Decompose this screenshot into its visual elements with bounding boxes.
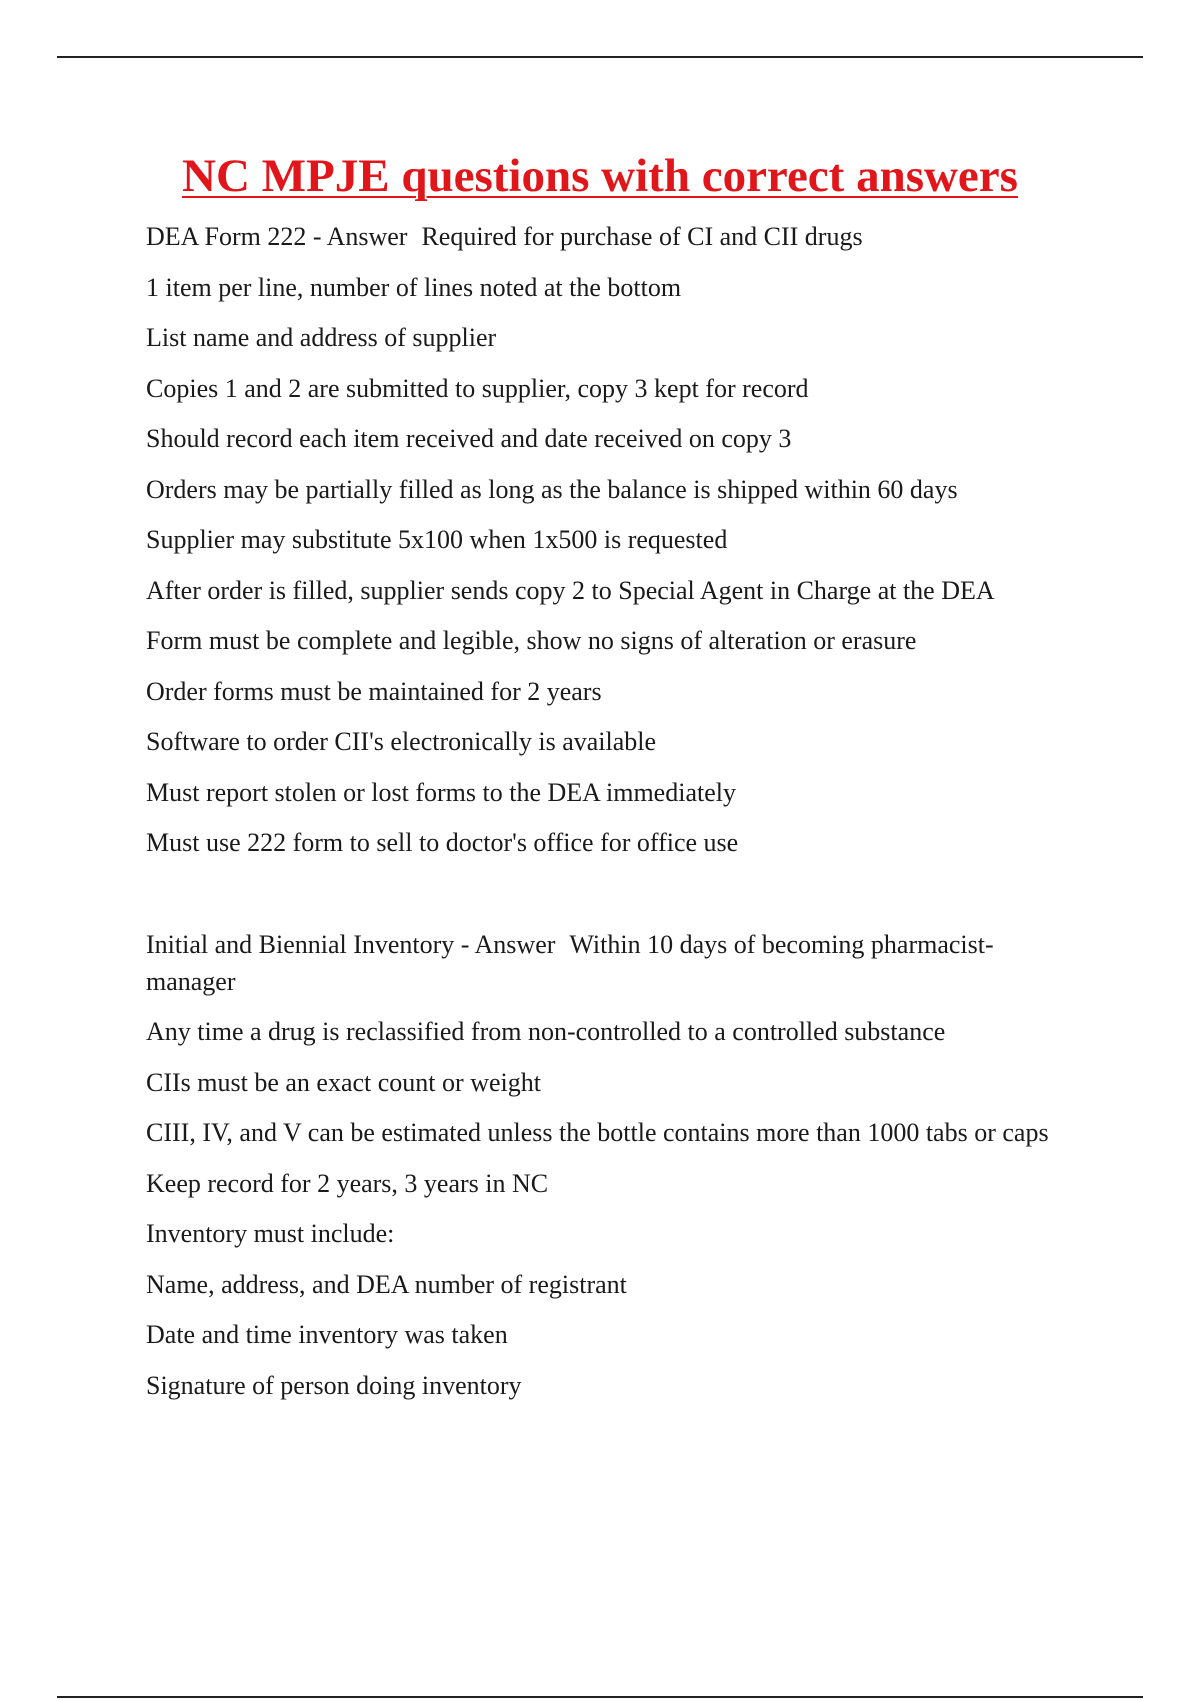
answer-line: Software to order CII's electronically is available <box>146 727 657 756</box>
answer-line: Any time a drug is reclassified from non-controlled to a controlled substance <box>146 1017 946 1046</box>
question-term: Initial and Biennial Inventory - Answer <box>146 929 556 959</box>
answer-line: Name, address, and DEA number of registrant <box>146 1269 627 1299</box>
answer-line: Orders may be partially filled as long as the balance is shipped within 60 days <box>146 474 958 504</box>
question-term: DEA Form 222 - Answer <box>146 222 408 251</box>
answer-line: Copies 1 and 2 are submitted to supplier, copy 3 kept for record <box>146 373 809 403</box>
section-dea-form-222 <box>146 218 1076 861</box>
answer-line: Date and time inventory was taken <box>146 1320 508 1349</box>
answer-text: Within 10 days of becoming pharmacist-manager <box>146 929 994 996</box>
bottom-divider <box>57 1696 1143 1698</box>
answer-line: CIIs must be an exact count or weight <box>146 1067 541 1097</box>
answer-line: Must report stolen or lost forms to the DEA immediately <box>146 777 736 807</box>
page-title: NC MPJE questions with correct answers <box>182 150 1018 202</box>
answer-line: Supplier may substitute 5x100 when 1x500 is requested <box>146 525 728 554</box>
answer-line: Should record each item received and date received on copy 3 <box>146 424 792 453</box>
answer-line: Keep record for 2 years, 3 years in NC <box>146 1168 549 1198</box>
answer-line: Form must be complete and legible, show no signs of alteration or erasure <box>146 626 917 655</box>
question-line <box>146 926 1076 1000</box>
answer-line: After order is filled, supplier sends copy 2 to Special Agent in Charge at the DEA <box>146 575 995 605</box>
answer-line: List name and address of supplier <box>146 323 497 352</box>
answer-line: Must use 222 form to sell to doctor's office for office use <box>146 828 739 857</box>
answer-line: 1 item per line, number of lines noted at the bottom <box>146 272 682 302</box>
answer-line: CIII, IV, and V can be estimated unless the bottle contains more than 1000 tabs or caps <box>146 1118 1049 1147</box>
answer-line: Order forms must be maintained for 2 years <box>146 676 602 706</box>
answer-line: Inventory must include: <box>146 1219 395 1248</box>
top-divider <box>57 56 1143 58</box>
question-line <box>146 218 1076 255</box>
section-initial-biennial-inventory <box>146 926 1076 1404</box>
answer-line: Signature of person doing inventory <box>146 1370 522 1400</box>
document-body <box>146 218 1076 1417</box>
answer-text: Required for purchase of CI and CII drugs <box>421 222 863 251</box>
section-spacer <box>146 875 1076 926</box>
